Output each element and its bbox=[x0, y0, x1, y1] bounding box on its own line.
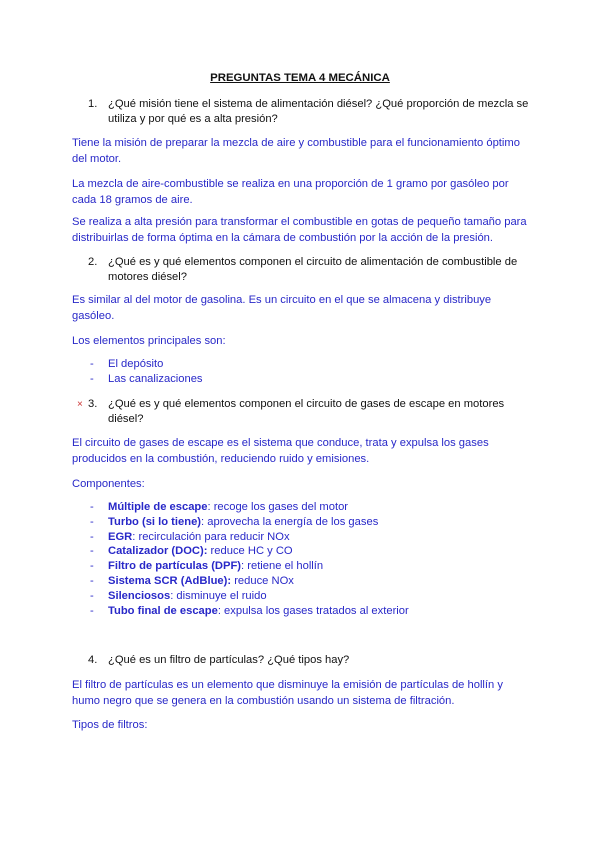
component-desc: reduce HC y CO bbox=[207, 545, 293, 558]
list-dash: - bbox=[90, 358, 94, 370]
elements-list bbox=[90, 357, 530, 387]
question-number: 2. bbox=[88, 256, 98, 268]
list-item-text: El depósito bbox=[108, 358, 164, 370]
component-desc: : aprovecha la energía de los gases bbox=[201, 515, 379, 528]
component-name: Catalizador (DOC): bbox=[108, 545, 208, 558]
answer-paragraph: El circuito de gases de escape es el sistema que conduce, trata y expulsa los gases producidos en la combustión, reduciendo ruido y emisiones. bbox=[72, 437, 489, 465]
list-item bbox=[90, 357, 530, 372]
component-desc: : recoge los gases del motor bbox=[207, 501, 349, 513]
list-item bbox=[90, 500, 530, 515]
document-title: PREGUNTAS TEMA 4 MECÁNICA bbox=[210, 72, 390, 84]
question-1 bbox=[88, 97, 533, 127]
list-item bbox=[90, 544, 530, 559]
component-desc: reduce NOx bbox=[231, 574, 294, 587]
question-text: ¿Qué es y qué elementos componen el circuito de gases de escape en motores diésel? bbox=[108, 398, 505, 425]
answer-paragraph: El filtro de partículas es un elemento que disminuye la emisión de partículas de hollín y humo negro que se genera en la combustión usando un sistema de filtración. bbox=[72, 679, 503, 707]
question-3 bbox=[77, 397, 533, 427]
list-item bbox=[90, 604, 530, 619]
list-item bbox=[90, 559, 530, 574]
list-item bbox=[90, 530, 530, 545]
question-text: ¿Qué misión tiene el sistema de alimentación diésel? ¿Qué proporción de mezcla se utiliza y por qué es a alta presión? bbox=[108, 98, 529, 125]
list-dash: - bbox=[90, 574, 94, 587]
list-item bbox=[90, 574, 530, 589]
component-name: Múltiple de escape bbox=[108, 501, 208, 513]
question-text: ¿Qué es y qué elementos componen el circuito de alimentación de combustible de motores diésel? bbox=[108, 256, 518, 283]
components-list bbox=[90, 500, 530, 618]
component-desc: : retiene el hollín bbox=[241, 560, 324, 573]
list-dash: - bbox=[90, 589, 94, 602]
list-dash: - bbox=[90, 560, 94, 573]
question-number: 1. bbox=[88, 98, 98, 110]
question-2 bbox=[88, 255, 533, 285]
question-4 bbox=[88, 653, 533, 668]
component-name: EGR bbox=[108, 530, 133, 543]
component-desc: : expulsa los gases tratados al exterior bbox=[217, 604, 409, 617]
answer-paragraph: Tiene la misión de preparar la mezcla de aire y combustible para el funcionamiento óptimo del motor. bbox=[72, 137, 520, 165]
components-title: Componentes: bbox=[72, 478, 145, 490]
answer-paragraph: La mezcla de aire-combustible se realiza en una proporción de 1 gramo por gasóleo por cada 18 gramos de aire. bbox=[72, 178, 509, 206]
answer-paragraph: Se realiza a alta presión para transformar el combustible en gotas de pequeño tamaño para distribuirlas de forma óptima en la cámara de combustión por la acción de la presión. bbox=[72, 216, 527, 244]
component-name: Turbo (si lo tiene) bbox=[108, 515, 202, 528]
annotation-mark: × bbox=[77, 399, 83, 410]
answer-paragraph: Es similar al del motor de gasolina. Es un circuito en el que se almacena y distribuye gasóleo. bbox=[72, 294, 492, 322]
types-title: Tipos de filtros: bbox=[72, 719, 148, 731]
question-text: ¿Qué es un filtro de partículas? ¿Qué tipos hay? bbox=[108, 654, 350, 666]
list-item bbox=[90, 515, 530, 530]
list-item bbox=[90, 589, 530, 604]
list-dash: - bbox=[90, 515, 94, 528]
component-desc: : disminuye el ruido bbox=[170, 589, 267, 602]
component-desc: : recirculación para reducir NOx bbox=[132, 530, 290, 543]
list-item bbox=[90, 372, 530, 387]
component-name: Sistema SCR (AdBlue): bbox=[108, 574, 232, 587]
component-name: Filtro de partículas (DPF) bbox=[108, 560, 242, 573]
list-item-text: Las canalizaciones bbox=[108, 372, 203, 385]
component-name: Silenciosos bbox=[108, 589, 171, 602]
list-dash: - bbox=[90, 604, 94, 617]
question-number: 4. bbox=[88, 654, 98, 666]
component-name: Tubo final de escape bbox=[108, 604, 218, 617]
elements-title: Los elementos principales son: bbox=[72, 335, 226, 347]
question-number: 3. bbox=[88, 398, 98, 410]
list-dash: - bbox=[90, 372, 94, 385]
list-dash: - bbox=[90, 545, 94, 558]
list-dash: - bbox=[90, 530, 94, 543]
list-dash: - bbox=[90, 501, 94, 513]
